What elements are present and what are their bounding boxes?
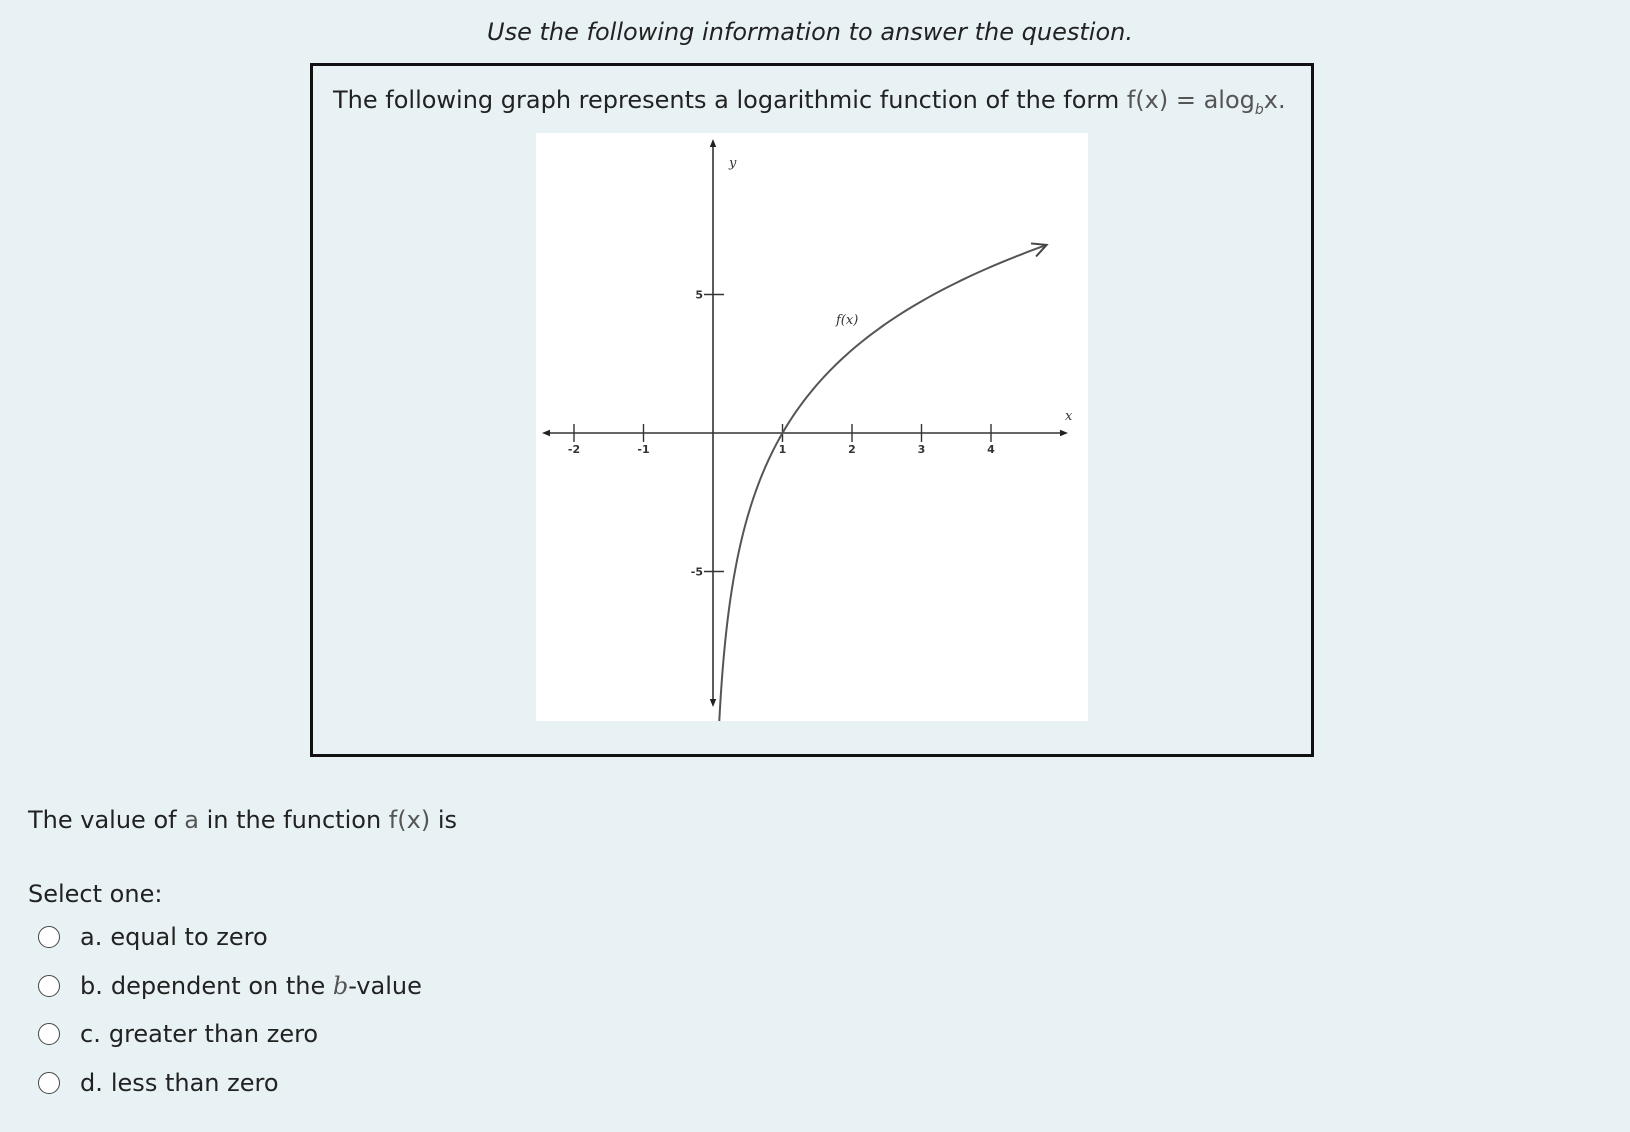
- function-label: f(x): [836, 313, 859, 328]
- option-letter: c.: [80, 1020, 101, 1048]
- function-curve: [716, 245, 1047, 721]
- radio-button-b[interactable]: [38, 975, 60, 997]
- option-letter: a.: [80, 923, 103, 951]
- question-text: [28, 806, 457, 834]
- question-part-2: in the function: [206, 806, 382, 834]
- log-function-graph: [536, 133, 1088, 721]
- option-d[interactable]: [38, 1063, 279, 1103]
- formula-main: f(x) = alog: [1126, 86, 1255, 114]
- option-letter: b.: [80, 972, 103, 1000]
- instruction-text: Use the following information to answer the question.: [487, 18, 1133, 46]
- select-one-label: Select one:: [28, 880, 163, 908]
- formula-end: x.: [1263, 86, 1286, 114]
- option-label: equal to zero: [110, 923, 268, 951]
- radio-button-d[interactable]: [38, 1072, 60, 1094]
- option-a[interactable]: [38, 917, 268, 957]
- formula-base: b: [1254, 102, 1264, 118]
- x-tick-label: -2: [567, 443, 581, 456]
- question-part-3: is: [437, 806, 457, 834]
- variable-b: b: [332, 972, 349, 1000]
- graph-panel: [536, 133, 1088, 721]
- y-tick-label: -5: [690, 565, 703, 579]
- x-ticks: [568, 424, 995, 456]
- y-tick-label: 5: [695, 288, 703, 302]
- option-label-start: dependent on the: [110, 972, 326, 1000]
- x-tick-label: 1: [778, 443, 787, 456]
- x-tick-label: 4: [987, 443, 995, 456]
- option-letter: d.: [80, 1069, 103, 1097]
- x-tick-label: 2: [848, 443, 856, 456]
- x-tick-label: -1: [637, 443, 650, 456]
- info-text: [333, 86, 1286, 118]
- radio-button-c[interactable]: [38, 1023, 60, 1045]
- info-description: The following graph represents a logarithmic function of the form: [333, 86, 1120, 114]
- option-b[interactable]: [38, 966, 422, 1006]
- option-label-end: -value: [348, 972, 422, 1000]
- radio-button-a[interactable]: [38, 926, 60, 948]
- function-name: f(x): [388, 806, 431, 834]
- option-c[interactable]: [38, 1014, 318, 1054]
- option-label: less than zero: [110, 1069, 279, 1097]
- function-formula: [1126, 86, 1286, 118]
- x-tick-label: 3: [917, 443, 926, 456]
- y-axis-label: y: [729, 156, 737, 171]
- x-axis-label: x: [1065, 409, 1073, 424]
- info-box: [310, 63, 1314, 757]
- option-label: greater than zero: [108, 1020, 319, 1048]
- question-part-1: The value of: [28, 806, 177, 834]
- variable-a: a: [184, 806, 199, 834]
